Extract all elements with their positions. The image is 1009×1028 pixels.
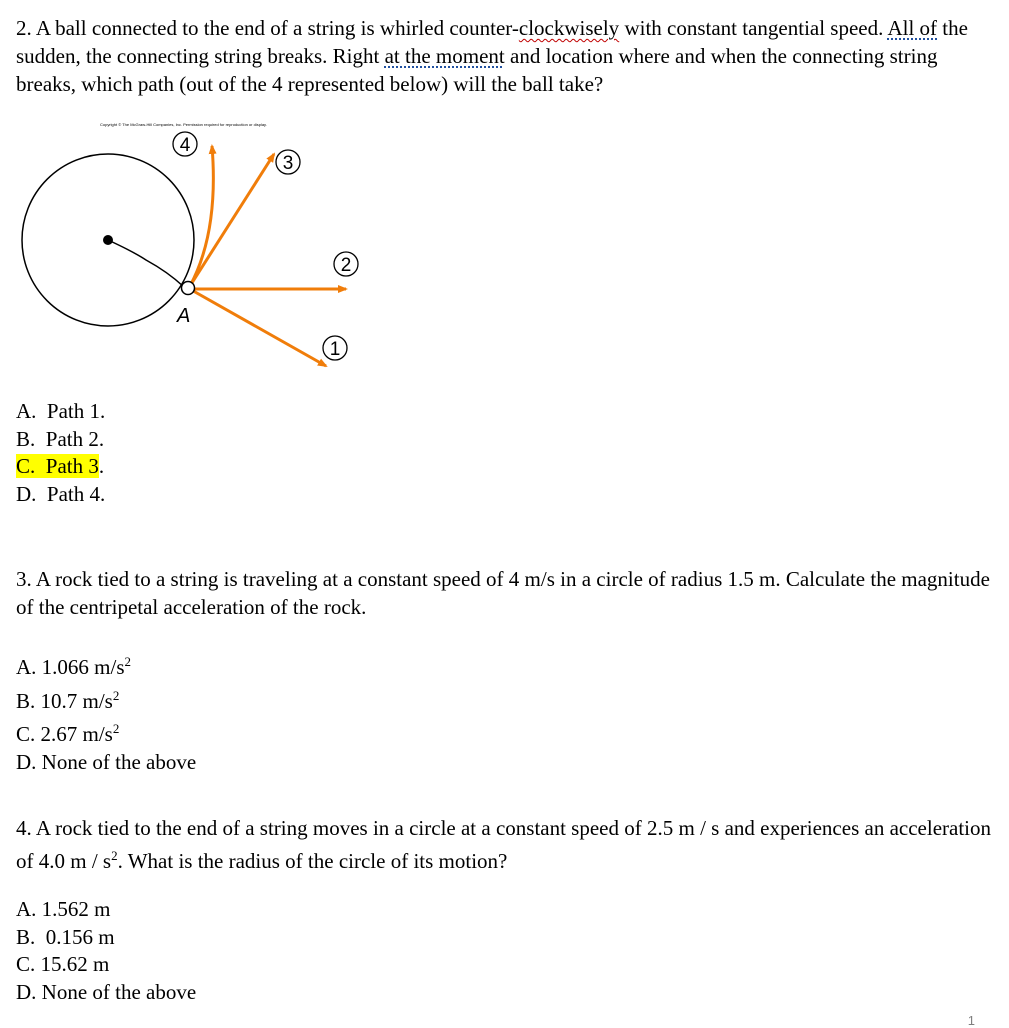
option-c-highlighted[interactable]: C. Path 3. [16, 454, 105, 478]
page-number: 1 [967, 1013, 975, 1028]
q2-spell-flagged-word: clockwisely [518, 16, 620, 40]
option-c[interactable]: C. 15.62 m [16, 952, 110, 976]
path-3-arrow [190, 154, 274, 286]
option-a[interactable]: A. Path 1. [16, 399, 106, 423]
point-a-label: A [177, 305, 191, 327]
q2-text-part: the sudden, the connecting string breaks. Right [16, 16, 968, 68]
q2-text-part: with constant tangential speed. [619, 16, 888, 40]
question-4-text: 4. A rock tied to the end of a string moves in a circle at a constant speed of 2.5 m / s and experiences an acceleration of 4.0 m / $s^2$. What is the radius of the circle of its motion? [16, 816, 991, 873]
path-label-2 [334, 252, 358, 276]
path-label-3 [276, 150, 300, 174]
string [108, 240, 184, 287]
path-1-arrow [188, 288, 326, 366]
option-b[interactable]: B. 0.156 m [16, 924, 115, 949]
question-2-text [16, 14, 1001, 98]
q2-grammar-flagged-phrase: All of [887, 16, 938, 40]
option-b[interactable]: B. Path 2. [16, 426, 105, 451]
option-d[interactable]: D. None of the above [16, 749, 197, 774]
q2-text-part: 2. A ball connected to the end of a string is whirled counter- [16, 16, 519, 40]
q2-text-part: and location where and when the connecting string breaks, which path (out of the 4 represented below) will the ball take? [16, 44, 938, 96]
question-3-options [16, 648, 196, 776]
option-d[interactable]: D. Path 4. [16, 481, 106, 506]
ball-at-A [182, 282, 195, 295]
svg-text:1: 1 [329, 339, 341, 360]
option-d[interactable]: D. None of the above [16, 979, 197, 1004]
figure-copyright: Copyright © The McGraw-Hill Companies, Inc. Permission required for reproduction or display. [100, 122, 267, 127]
circular-motion-figure [16, 112, 366, 377]
question-2-options [16, 398, 105, 508]
svg-text:4: 4 [179, 135, 191, 156]
svg-text:3: 3 [282, 153, 294, 174]
question-3-text: 3. A rock tied to a string is traveling at a constant speed of 4 m/s in a circle of radius 1.5 m. Calculate the magnitude of the centripetal acceleration of the rock. [16, 567, 990, 619]
option-c[interactable]: C. 2.67 $m/s^2$ [16, 721, 120, 746]
option-a[interactable]: A. 1.562 m [16, 897, 111, 921]
q2-grammar-flagged-phrase: at the moment [384, 44, 505, 68]
question-4-options [16, 896, 196, 1006]
path-label-1 [323, 336, 347, 360]
option-a[interactable]: A. 1.066 $m/s^2$ [16, 654, 132, 679]
option-b[interactable]: B. 10.7 $m/s^2$ [16, 687, 120, 713]
path-label-4 [173, 132, 197, 156]
svg-text:2: 2 [340, 255, 352, 276]
